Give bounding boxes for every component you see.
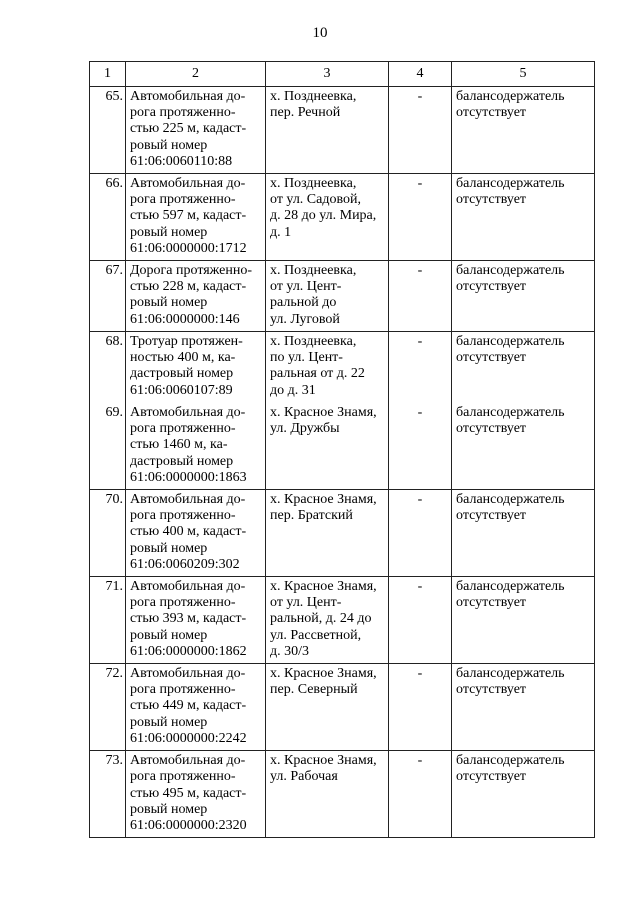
row-number: 65.: [90, 87, 126, 174]
balance-holder: балансодержатель отсутствует: [452, 174, 595, 261]
row-number: 70.: [90, 490, 126, 577]
object-description: Автомобильная до- рога протяженно- стью 1460 м, ка- дастровый номер 61:06:0000000:1863: [126, 403, 266, 490]
balance-holder: балансодержатель отсутствует: [452, 490, 595, 577]
column-4-value: -: [389, 577, 452, 664]
object-address: х. Красное Знамя, пер. Братский: [266, 490, 389, 577]
object-address: х. Красное Знамя, пер. Северный: [266, 664, 389, 751]
column-header: 1: [90, 62, 126, 87]
row-number: 71.: [90, 577, 126, 664]
column-4-value: -: [389, 403, 452, 490]
page-number: 10: [312, 25, 328, 41]
object-description: Автомобильная до- рога протяженно- стью 597 м, кадаст- ровый номер 61:06:0000000:1712: [126, 174, 266, 261]
column-4-value: -: [389, 174, 452, 261]
balance-holder: балансодержатель отсутствует: [452, 87, 595, 174]
column-header: 4: [389, 62, 452, 87]
row-number: 67.: [90, 261, 126, 332]
column-header: 5: [452, 62, 595, 87]
balance-holder: балансодержатель отсутствует: [452, 403, 595, 490]
object-description: Тротуар протяжен- ностью 400 м, ка- дастровый номер 61:06:0060107:89: [126, 332, 266, 403]
object-description: Автомобильная до- рога протяженно- стью 225 м, кадаст- ровый номер 61:06:0060110:88: [126, 87, 266, 174]
table-row: [90, 490, 595, 577]
column-4-value: -: [389, 664, 452, 751]
table-row: [90, 332, 595, 403]
table-header-row: [90, 62, 595, 87]
table-row: [90, 261, 595, 332]
column-4-value: -: [389, 332, 452, 403]
row-number: 73.: [90, 751, 126, 838]
object-description: Автомобильная до- рога протяженно- стью 449 м, кадаст- ровый номер 61:06:0000000:2242: [126, 664, 266, 751]
row-number: 72.: [90, 664, 126, 751]
table-row: [90, 577, 595, 664]
object-address: х. Позднеевка, пер. Речной: [266, 87, 389, 174]
column-4-value: -: [389, 261, 452, 332]
balance-holder: балансодержатель отсутствует: [452, 332, 595, 403]
column-header: 3: [266, 62, 389, 87]
column-4-value: -: [389, 87, 452, 174]
object-address: х. Красное Знамя, ул. Дружбы: [266, 403, 389, 490]
object-description: Автомобильная до- рога протяженно- стью 393 м, кадаст- ровый номер 61:06:0000000:1862: [126, 577, 266, 664]
table-row: [90, 174, 595, 261]
object-address: х. Красное Знамя, ул. Рабочая: [266, 751, 389, 838]
object-description: Дорога протяженно- стью 228 м, кадаст- ровый номер 61:06:0000000:146: [126, 261, 266, 332]
object-address: х. Красное Знамя, от ул. Цент- ральной, д. 24 до ул. Рассветной, д. 30/3: [266, 577, 389, 664]
row-number: 66.: [90, 174, 126, 261]
row-number: 69.: [90, 403, 126, 490]
object-address: х. Позднеевка, от ул. Цент- ральной до ул. Луговой: [266, 261, 389, 332]
table-row: [90, 403, 595, 490]
balance-holder: балансодержатель отсутствует: [452, 577, 595, 664]
table-row: [90, 751, 595, 838]
table-row: [90, 87, 595, 174]
row-number: 68.: [90, 332, 126, 403]
column-4-value: -: [389, 751, 452, 838]
balance-holder: балансодержатель отсутствует: [452, 261, 595, 332]
balance-holder: балансодержатель отсутствует: [452, 664, 595, 751]
object-address: х. Позднеевка, по ул. Цент- ральная от д. 22 до д. 31: [266, 332, 389, 403]
property-registry-table: [89, 61, 595, 838]
object-address: х. Позднеевка, от ул. Садовой, д. 28 до ул. Мира, д. 1: [266, 174, 389, 261]
column-4-value: -: [389, 490, 452, 577]
object-description: Автомобильная до- рога протяженно- стью 400 м, кадаст- ровый номер 61:06:0060209:302: [126, 490, 266, 577]
column-header: 2: [126, 62, 266, 87]
table-row: [90, 664, 595, 751]
object-description: Автомобильная до- рога протяженно- стью 495 м, кадаст- ровый номер 61:06:0000000:2320: [126, 751, 266, 838]
balance-holder: балансодержатель отсутствует: [452, 751, 595, 838]
